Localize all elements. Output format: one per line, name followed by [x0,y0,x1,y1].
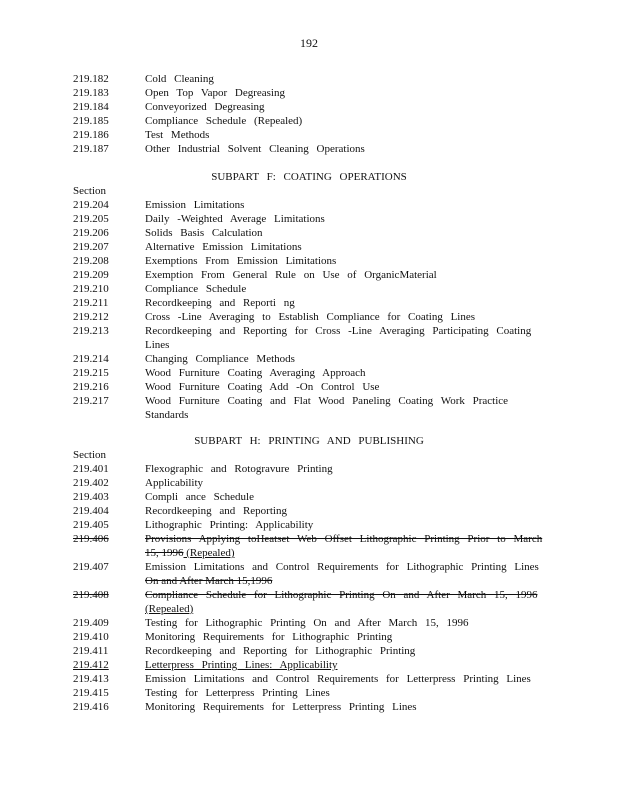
toc-entry [0,114,618,128]
toc-entry [0,504,618,518]
toc-entry [0,100,618,114]
page-number: 192 [300,36,318,50]
section-number: 219.213 [73,325,109,337]
toc-entry [0,72,618,86]
section-title: Emission Limitations and Control Requirements for Letterpress Printing Lines [145,673,531,685]
section-title: Recordkeeping and Reporting [145,505,287,517]
toc-entry [0,630,618,644]
section-title: Wood Furniture Coating Add -On Control Use [145,381,380,393]
section-number: 219.184 [73,101,109,113]
section-number: 219.217 [73,395,109,407]
toc-entry [0,86,618,100]
section-title: Alternative Emission Limitations [145,241,302,253]
section-number: 219.187 [73,143,109,155]
section-number: 219.409 [73,617,109,629]
toc-entry [0,476,618,490]
section-title-continuation: Standards [145,409,189,421]
section-number: 219.216 [73,381,109,393]
section-number: 219.406 [73,533,109,545]
section-title: Exemptions From Emission Limitations [145,255,337,267]
section-title: Testing for Lithographic Printing On and After March 15, 1996 [145,617,469,629]
section-title: Changing Compliance Methods [145,353,295,365]
inserted-text: (Repealed) [183,547,235,559]
section-number: 219.210 [73,283,109,295]
toc-entry [0,296,618,310]
section-number: 219.205 [73,213,109,225]
toc-entry-continuation [0,408,618,422]
toc-entry [0,518,618,532]
toc-entry [0,616,618,630]
section-title: Daily -Weighted Average Limitations [145,213,325,225]
section-number: 219.183 [73,87,109,99]
subpart-f-heading: SUBPART F: COATING OPERATIONS [211,171,407,183]
toc-entry-deleted [0,532,618,546]
section-title: Test Methods [145,129,210,141]
toc-entry-deleted [0,588,618,602]
section-title: Wood Furniture Coating Averaging Approach [145,367,366,379]
section-title: Lithographic Printing: Applicability [145,519,314,531]
section-title: Cross -Line Averaging to Establish Compliance for Coating Lines [145,311,476,323]
section-number: 219.209 [73,269,109,281]
toc-entry [0,254,618,268]
section-title: Applicability [145,477,204,489]
section-title: Recordkeeping and Reporti ng [145,297,295,309]
section-title: Letterpress Printing Lines: Applicability [145,659,338,671]
toc-entry-continuation [0,546,618,560]
section-number: 219.408 [73,589,109,601]
section-title: Recordkeeping and Reporting for Lithographic Printing [145,645,416,657]
section-number: 219.402 [73,477,109,489]
deleted-text: 15, 1996 [145,547,184,559]
section-number: 219.185 [73,115,109,127]
section-number: 219.405 [73,519,109,531]
section-number: 219.186 [73,129,109,141]
section-number: 219.411 [73,645,109,657]
section-title-continuation: (Repealed) [145,603,194,615]
toc-entry [0,212,618,226]
section-title: Open Top Vapor Degreasing [145,87,285,99]
section-title: Provisions Applying toHeatset Web Offset Lithographic Printing Prior to March [145,533,543,545]
section-title: Compliance Schedule [145,283,247,295]
section-title: Testing for Letterpress Printing Lines [145,687,330,699]
section-title: Solids Basis Calculation [145,227,263,239]
section-title: Recordkeeping and Reporting for Cross -Line Averaging Participating Coating [145,325,532,337]
section-number: 219.413 [73,673,109,685]
section-title-continuation [145,546,235,560]
subpart-h-heading: SUBPART H: PRINTING AND PUBLISHING [194,435,424,447]
toc-entry [0,490,618,504]
section-number: 219.182 [73,73,109,85]
toc-entry-continuation [0,574,618,588]
section-number: 219.401 [73,463,109,475]
section-number: 219.215 [73,367,109,379]
toc-entry-continuation [0,602,618,616]
toc-entry [0,700,618,714]
toc-entry-continuation [0,338,618,352]
section-title: Other Industrial Solvent Cleaning Operations [145,143,365,155]
section-number: 219.404 [73,505,109,517]
section-number: 219.204 [73,199,109,211]
section-title: Emission Limitations [145,199,245,211]
section-label: Section [73,185,106,197]
toc-entry [0,672,618,686]
section-number: 219.403 [73,491,109,503]
section-title: Monitoring Requirements for Lithographic Printing [145,631,393,643]
section-title: Wood Furniture Coating and Flat Wood Paneling Coating Work Practice [145,395,509,407]
section-number: 219.214 [73,353,109,365]
toc-entry [0,462,618,476]
section-number: 219.206 [73,227,109,239]
toc-entry-inserted [0,658,618,672]
section-title: Compliance Schedule for Lithographic Printing On and After March 15, 1996 [145,589,538,601]
section-number: 219.412 [73,659,109,671]
toc-entry [0,268,618,282]
toc-entry [0,560,618,574]
toc-entry [0,128,618,142]
section-number: 219.212 [73,311,109,323]
section-number: 219.410 [73,631,109,643]
section-number: 219.416 [73,701,109,713]
section-number: 219.211 [73,297,109,309]
toc-entry [0,366,618,380]
toc-entry [0,142,618,156]
section-label: Section [73,449,106,461]
toc-entry [0,352,618,366]
toc-entry [0,324,618,338]
toc-entry [0,226,618,240]
section-title: Compliance Schedule (Repealed) [145,115,303,127]
section-title: Conveyorized Degreasing [145,101,265,113]
toc-entry [0,240,618,254]
toc-entry [0,686,618,700]
section-title: Flexographic and Rotogravure Printing [145,463,333,475]
section-number: 219.415 [73,687,109,699]
section-title-continuation: Lines [145,339,170,351]
section-title: Cold Cleaning [145,73,214,85]
toc-entry [0,198,618,212]
section-number: 219.407 [73,561,109,573]
section-title-continuation: On and After March 15,1996 [145,575,273,587]
section-number: 219.207 [73,241,109,253]
toc-entry [0,310,618,324]
section-title: Monitoring Requirements for Letterpress Printing Lines [145,701,417,713]
toc-entry [0,394,618,408]
section-title: Exemption From General Rule on Use of OrganicMaterial [145,269,437,281]
toc-entry [0,380,618,394]
toc-entry [0,644,618,658]
section-title: Compli ance Schedule [145,491,254,503]
section-number: 219.208 [73,255,109,267]
section-title: Emission Limitations and Control Requirements for Lithographic Printing Lines [145,561,539,573]
toc-entry [0,282,618,296]
